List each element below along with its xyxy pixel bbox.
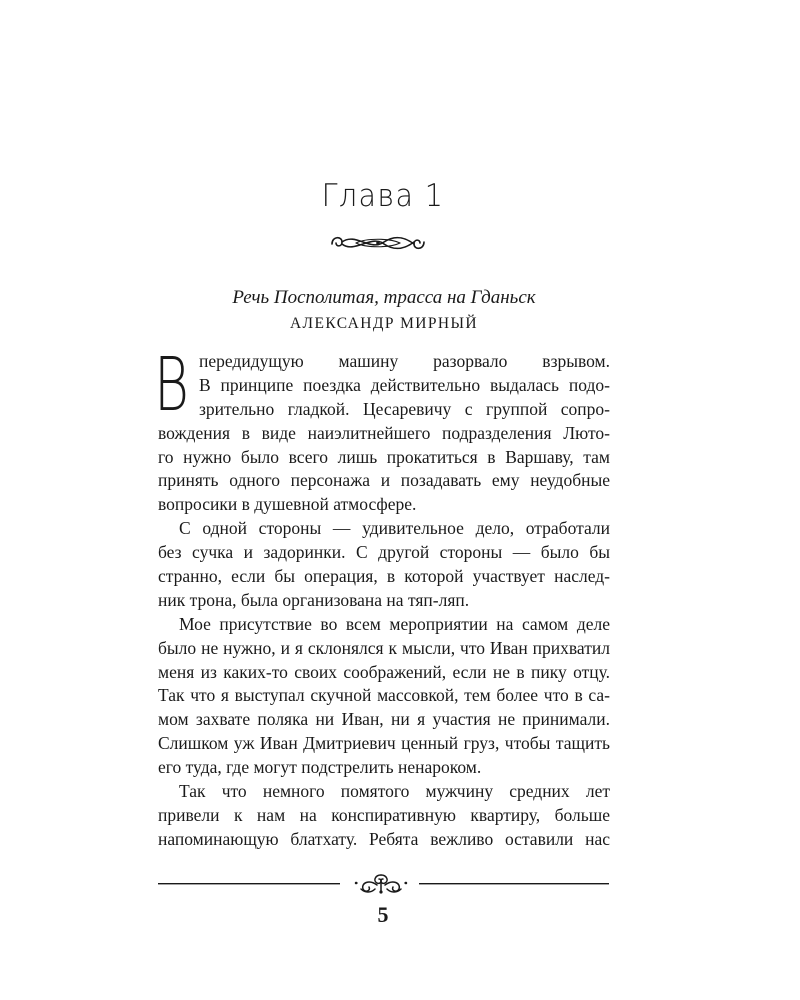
text-line: привели к нам на конспиративную квартиру, больше	[158, 804, 610, 825]
text-line: зрительно гладкой. Цесаревичу с группой сопро-	[199, 398, 610, 419]
footer-rule-right	[419, 883, 609, 885]
text-line: было не нужно, и я склонялся к мысли, что Иван прихватил	[158, 637, 610, 658]
scroll-flourish-icon	[326, 228, 430, 258]
text-line: странно, если бы операция, в которой участвует наслед-	[158, 566, 610, 587]
text-line: меня из каких-то своих соображений, если не в пику отцу.	[158, 661, 610, 682]
page-number: 5	[377, 902, 389, 927]
text-line: принять одного персонажа и позадавать ему неудобные	[158, 470, 610, 491]
text-line: передидущую машину разорвало взрывом.	[199, 351, 610, 371]
text-line: напоминающую блатхату. Ребята вежливо оставили нас	[158, 828, 610, 849]
text-line: без сучка и задоринки. С другой стороны — было бы	[158, 542, 610, 563]
text-line: Так что я выступал скучной массовкой, тем более что в са-	[158, 685, 610, 706]
chapter-location: Речь Посполитая, трасса на Гданьск	[232, 287, 536, 308]
text-line: В принципе поездка действительно выдалась подо-	[199, 374, 610, 395]
text-line: мом захвате поляка ни Иван, ни я участия не принимали.	[158, 709, 610, 730]
footer-rule-left	[158, 883, 340, 885]
text-line: Слишком уж Иван Дмитриевич ценный груз, чтобы тащить	[158, 733, 610, 754]
text-line: вождения в виде наиэлитнейшего подразделения Люто-	[158, 422, 610, 443]
text-line: Так что немного помятого мужчину средних лет	[179, 781, 610, 802]
fleuron-icon	[353, 869, 409, 897]
drop-cap: В	[154, 342, 189, 428]
text-line: вопросики в душевной атмосфере.	[158, 494, 417, 515]
text-line: С одной стороны — удивительное дело, отработали	[179, 518, 610, 539]
chapter-author: АЛЕКСАНДР МИРНЫЙ	[289, 315, 479, 332]
text-line: его туда, где могут подстрелить ненароком.	[158, 757, 482, 778]
body-text	[158, 350, 610, 852]
chapter-title: Глава 1	[321, 178, 445, 214]
text-line: го нужно было всего лишь прокатиться в Варшаву, там	[158, 446, 610, 467]
text-line: Мое присутствие во всем мероприятии на самом деле	[179, 613, 610, 634]
text-line: ник трона, была организована на тяп-ляп.	[158, 589, 470, 610]
